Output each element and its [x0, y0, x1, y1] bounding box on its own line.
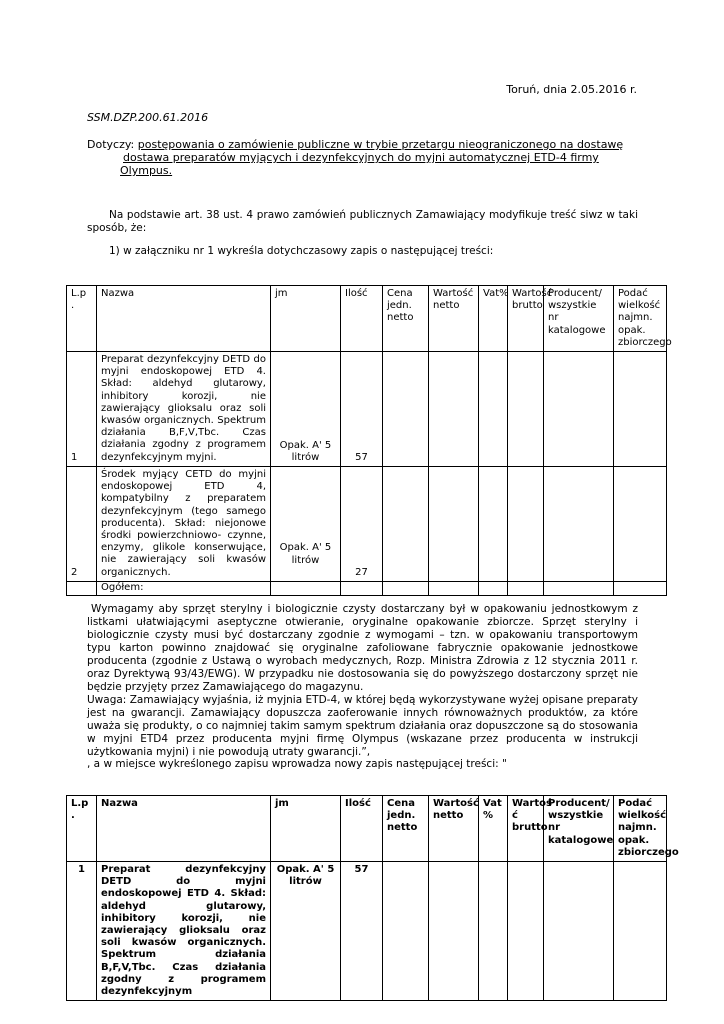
th-price: Cena jedn. netto — [383, 796, 429, 862]
subject-label: Dotyczy: — [87, 138, 135, 151]
th-qty: Ilość — [341, 286, 383, 352]
th-producer: Producent/ wszystkie nr katalogowe — [544, 796, 614, 862]
row-jm: Opak. A' 5 litrów — [271, 467, 341, 582]
th-gross-value: Wartość brutto — [508, 286, 544, 352]
subject-block — [87, 138, 647, 177]
row-name: Preparat dezynfekcyjny DETD do myjni endoskopowej ETD 4. Skład: aldehyd glutarowy, inhibitory korozji, nie zawierający glioksalu oraz soli kwasów organicznych. Spektrum działania B,F,V,Tbc. Czas działania zgodny z programem dezynfekcyjnym myjni. — [97, 352, 271, 467]
uwaga-paragraph: Uwaga: Zamawiający wyjaśnia, iż myjnia ETD-4, w której będą wykorzystywane wyżej opisane preparaty jest na gwarancji. Zamawiający dopuszcza zaoferowanie innych równoważnych produktów, za które uważa się produkty, o co najmniej takim samym spektrum działania oraz dopuszczone są do stosowania w myjni ETD4 przez producenta myjni firmę Olympus (wskazane przez producenta w instrukcji użytkowania myjni) i nie powodują utraty gwarancji.”, — [87, 694, 638, 758]
row-qty: 27 — [341, 467, 383, 582]
row-lp: 1 — [67, 352, 97, 467]
th-net-value: Wartość netto — [429, 286, 479, 352]
th-name: Nazwa — [97, 796, 271, 862]
th-name: Nazwa — [97, 286, 271, 352]
intro-paragraph: Na podstawie art. 38 ust. 4 prawo zamówień publicznych Zamawiający modyfikuje treść siwz w taki sposób, że: — [87, 209, 638, 234]
replace-paragraph: , a w miejsce wykreślonego zapisu wprowadza nowy zapis następującej treści: " — [87, 758, 507, 770]
table-row — [67, 862, 667, 1001]
row-name: Preparat dezynfekcyjny DETD do myjni endoskopowej ETD 4. Skład: aldehyd glutarowy, inhibitory korozji, nie zawierający glioksalu oraz soli kwasów organicznych. Spektrum działania B,F,V,Tbc. Czas działania zgodny z programem dezynfekcyjnym — [97, 862, 271, 1001]
th-pack: Podać wielkość najmn. opak. zbiorczego — [614, 286, 667, 352]
table-old — [66, 285, 672, 596]
table-new — [66, 795, 679, 1001]
table-row — [67, 352, 667, 467]
table-row — [67, 467, 667, 582]
table-new-header-row — [67, 796, 667, 862]
th-qty: Ilość — [341, 796, 383, 862]
th-vat: Vat % — [479, 796, 508, 862]
th-price: Cena jedn. netto — [383, 286, 429, 352]
point-1: 1) w załączniku nr 1 wykreśla dotychczasowy zapis o następującej treści: — [109, 245, 494, 257]
table-old-header-row — [67, 286, 667, 352]
th-net-value: Wartość netto — [429, 796, 479, 862]
row-jm: Opak. A' 5 litrów — [271, 862, 341, 1001]
reference-number: SSM.DZP.200.61.2016 — [87, 111, 209, 124]
row-jm: Opak. A' 5 litrów — [271, 352, 341, 467]
row-qty: 57 — [341, 862, 383, 1001]
subject-line-3: Olympus. — [120, 164, 173, 177]
table-total-row — [67, 581, 667, 595]
place-date: Toruń, dnia 2.05.2016 r. — [506, 83, 637, 96]
row-name: Środek myjący CETD do myjni endoskopowej ETD 4, kompatybilny z preparatem dezynfekcyjnym (tego samego producenta). Skład: niejonowe środki powierzchniowo- czynne, enzymy, glikole konserwujące, nie zawierający soli kwasów organicznych. — [97, 467, 271, 582]
subject-line-2: dostawa preparatów myjących i dezynfekcyjnych do myjni automatycznej ETD-4 firmy — [123, 151, 599, 164]
row-qty: 57 — [341, 352, 383, 467]
th-vat: Vat% — [479, 286, 508, 352]
row-lp: 2 — [67, 467, 97, 582]
th-producer: Producent/ wszystkie nr katalogowe — [544, 286, 614, 352]
th-lp: L.p . — [67, 796, 97, 862]
sterile-paragraph: Wymagamy aby sprzęt sterylny i biologicznie czysty dostarczany był w opakowaniu jednostkowym z listkami ułatwiającymi aseptyczne otwieranie, oryginalne opakowanie zbiorcze. Sprzęt sterylny i biologicznie czysty musi być dostarczany zgodnie z wymogami – tzn. w opakowaniu transportowym typu karton powinno znajdować się oryginalne zafoliowane fabrycznie opakowanie jednostkowe producenta (zgodnie z Ustawą o wyrobach medycznych, Rozp. Ministra Zdrowia z 12 stycznia 2011 r. oraz Dyrektywą 93/43/EWG). W przypadku nie dostosowania się do powyższego dostarczony sprzęt nie będzie przyjęty przez Zamawiającego do magazynu. — [87, 603, 638, 693]
th-jm: jm — [271, 796, 341, 862]
th-gross-value: Wartoś ć brutto — [508, 796, 544, 862]
total-label: Ogółem: — [97, 581, 271, 595]
th-lp: L.p . — [67, 286, 97, 352]
th-jm: jm — [271, 286, 341, 352]
row-lp: 1 — [67, 862, 97, 1001]
subject-line-1: postępowania o zamówienie publiczne w trybie przetargu nieograniczonego na dostawę — [137, 138, 624, 151]
th-pack: Podać wielkość najmn. opak. zbiorczego — [614, 796, 667, 862]
